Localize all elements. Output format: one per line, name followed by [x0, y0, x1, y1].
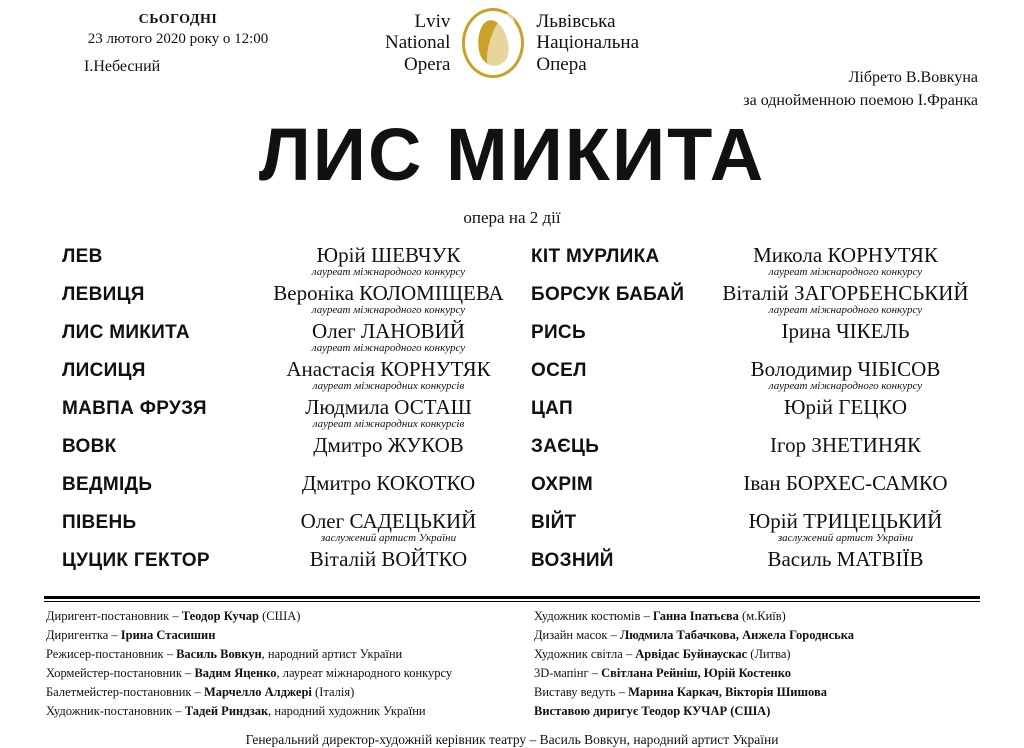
logo-text-english — [385, 11, 450, 75]
laurel-emblem-icon — [456, 6, 530, 80]
cast-performer — [262, 282, 521, 316]
performer-name: Василь МАТВІЇВ — [767, 547, 924, 571]
credit-extra: (США) — [258, 609, 301, 623]
cast-row — [531, 510, 980, 548]
credit-role: Режисер-постановник – — [46, 647, 177, 661]
today-label: СЬОГОДНІ — [138, 12, 218, 27]
cast-row — [62, 358, 521, 396]
performer-title: заслужений артист України — [777, 532, 914, 545]
credit-role: Художник костюмів – — [534, 609, 653, 623]
performer-name: Людмила ОСТАШ — [305, 395, 472, 419]
performer-name: Дмитро ЖУКОВ — [313, 433, 464, 457]
cast-performer — [717, 396, 980, 418]
header-right-block — [743, 66, 978, 112]
source-poem: за однойменною поемою І.Франка — [743, 92, 978, 110]
cast-row — [62, 472, 521, 510]
performer-name: Володимир ЧІБІСОВ — [750, 357, 941, 381]
cast-row — [531, 358, 980, 396]
performer-name: Анастасія КОРНУТЯК — [286, 357, 491, 381]
performer-title: лауреат міжнародних конкурсів — [312, 380, 465, 393]
performer-name: Іван БОРХЕС-САМКО — [743, 471, 948, 495]
credit-line — [46, 667, 512, 686]
logo-ua-line2: Національна — [536, 32, 640, 54]
credit-line — [534, 629, 978, 648]
cast-row — [62, 510, 521, 548]
credit-person: Марина Каркач, Вікторія Шишова — [628, 685, 827, 699]
composer-name: І.Небесний — [84, 58, 161, 75]
performer-name: Віталій ВОЙТКО — [309, 547, 468, 571]
header — [0, 0, 1024, 112]
credit-line — [534, 686, 978, 705]
cast-row — [62, 396, 521, 434]
credits-column-left — [46, 610, 512, 724]
credit-line — [46, 648, 512, 667]
cast-row — [531, 434, 980, 472]
performer-title: лауреат міжнародних конкурсів — [312, 418, 465, 431]
credit-role: Виставу ведуть – — [534, 685, 629, 699]
credit-person: Василь Вовкун — [176, 647, 262, 661]
cast-row — [531, 282, 980, 320]
cast-role: ЗАЄЦЬ — [531, 436, 600, 457]
credit-extra: (Литва) — [747, 647, 791, 661]
divider-thick — [44, 596, 980, 599]
credit-person: Людмила Табачкова, Анжела Городиська — [619, 628, 855, 642]
cast-performer — [717, 282, 980, 316]
cast-row — [62, 282, 521, 320]
credit-person: Вадим Яценко — [194, 666, 277, 680]
performer-title: лауреат міжнародного конкурсу — [768, 380, 923, 393]
cast-performer — [262, 510, 521, 544]
credit-person: Тадей Риндзак — [184, 704, 269, 718]
cast-role: ЛИС МИКИТА — [62, 322, 190, 343]
cast-list — [0, 244, 1024, 586]
credit-person: Ірина Стасишин — [120, 628, 216, 642]
cast-role: МАВПА ФРУЗЯ — [62, 398, 207, 419]
cast-row — [531, 472, 980, 510]
cast-performer — [262, 244, 521, 278]
cast-column-right — [521, 244, 980, 586]
credit-line — [46, 705, 512, 724]
cast-performer — [717, 548, 980, 570]
performer-name: Вероніка КОЛОМІЩЕВА — [273, 281, 504, 305]
cast-performer — [262, 548, 521, 570]
credit-role: Художник-постановник – — [46, 704, 185, 718]
page-title: ЛИС МИКИТА — [258, 113, 766, 196]
credit-role: Хормейстер-постановник – — [46, 666, 195, 680]
cast-row — [531, 320, 980, 358]
header-left-block — [48, 12, 308, 76]
performer-name: Дмитро КОКОТКО — [301, 471, 476, 495]
footer-note: Генеральний директор-художній керівник театру – Василь Вовкун, народний артист України — [245, 732, 779, 747]
cast-role: ЛЕВИЦЯ — [62, 284, 145, 305]
performer-name: Олег САДЕЦЬКИЙ — [300, 509, 477, 533]
cast-performer — [262, 434, 521, 456]
performer-title: лауреат міжнародного конкурсу — [311, 304, 466, 317]
performance-date: 23 лютого 2020 року о 12:00 — [87, 31, 269, 47]
cast-role: РИСЬ — [531, 322, 586, 343]
cast-performer — [717, 510, 980, 544]
subtitle: опера на 2 дії — [463, 208, 561, 227]
cast-role: ВОЗНИЙ — [531, 550, 614, 571]
cast-role: ОХРІМ — [531, 474, 594, 495]
cast-row — [531, 244, 980, 282]
cast-column-left — [62, 244, 521, 586]
credit-line — [534, 667, 978, 686]
performer-name: Ігор ЗНЕТИНЯК — [769, 433, 922, 457]
cast-role: ЦАП — [531, 398, 573, 419]
credit-extra: , народний художник України — [268, 704, 426, 718]
credit-extra: , народний артист України — [261, 647, 403, 661]
credit-extra: , лауреат міжнародного конкурсу — [276, 666, 453, 680]
cast-row — [531, 548, 980, 586]
cast-row — [62, 548, 521, 586]
cast-performer — [717, 244, 980, 278]
credit-role: Дизайн масок – — [534, 628, 620, 642]
cast-role: ВОВК — [62, 436, 117, 457]
credit-line: Виставою диригує Теодор КУЧАР (США) — [534, 704, 771, 718]
divider-thin — [44, 601, 980, 602]
credit-line — [46, 629, 512, 648]
cast-performer — [262, 320, 521, 354]
credit-person: Теодор Кучар — [181, 609, 259, 623]
credit-line — [46, 610, 512, 629]
credit-role: Диригент-постановник – — [46, 609, 182, 623]
credit-person: Арвідас Буйнаускас — [635, 647, 748, 661]
logo-text-ukrainian — [536, 11, 639, 75]
cast-performer — [717, 320, 980, 342]
performer-name: Юрій ТРИЦЕЦЬКИЙ — [748, 509, 943, 533]
logo-en-line1: Lviv — [414, 11, 451, 33]
credit-role: Балетмейстер-постановник – — [46, 685, 204, 699]
credits-block — [0, 610, 1024, 724]
credit-extra: (Італія) — [311, 685, 355, 699]
cast-row — [62, 434, 521, 472]
performer-name: Ірина ЧІКЕЛЬ — [781, 319, 910, 343]
credit-person: Світлана Рейніш, Юрій Костенко — [601, 666, 792, 680]
cast-performer — [262, 358, 521, 392]
cast-role: КІТ МУРЛИКА — [531, 246, 660, 267]
credit-role: Диригентка – — [46, 628, 121, 642]
logo-ua-line3: Опера — [536, 53, 587, 75]
performer-name: Олег ЛАНОВИЙ — [312, 319, 465, 343]
credits-column-right — [512, 610, 978, 724]
cast-role: БОРСУК БАБАЙ — [531, 284, 685, 305]
cast-role: ЛЕВ — [62, 246, 103, 267]
cast-row — [531, 396, 980, 434]
credit-person: Марчелло Алджері — [203, 685, 312, 699]
cast-row — [62, 320, 521, 358]
credit-extra: (м.Київ) — [738, 609, 786, 623]
cast-performer — [262, 396, 521, 430]
performer-title: лауреат міжнародного конкурсу — [768, 304, 923, 317]
cast-row — [62, 244, 521, 282]
performer-name: Віталій ЗАГОРБЕНСЬКИЙ — [722, 281, 969, 305]
performer-title: лауреат міжнародного конкурсу — [311, 266, 466, 279]
cast-role: ВІЙТ — [531, 512, 577, 533]
cast-role: ЛИСИЦЯ — [62, 360, 146, 381]
theatre-logo — [385, 6, 639, 80]
cast-performer — [262, 472, 521, 494]
logo-ua-line1: Львівська — [536, 11, 616, 33]
librettist: Лібрето В.Вовкуна — [848, 69, 978, 86]
credit-line — [46, 686, 512, 705]
logo-en-line2: National — [384, 32, 451, 54]
cast-role: ПІВЕНЬ — [62, 512, 137, 533]
logo-en-line3: Opera — [403, 53, 451, 75]
performer-title: лауреат міжнародного конкурсу — [311, 342, 466, 355]
cast-performer — [717, 472, 980, 494]
cast-performer — [717, 434, 980, 456]
cast-role: ЦУЦИК ГЕКТОР — [62, 550, 210, 571]
performer-name: Юрій ШЕВЧУК — [316, 243, 461, 267]
credit-role: 3D-мапінг – — [534, 666, 602, 680]
performer-title: лауреат міжнародного конкурсу — [768, 266, 923, 279]
performer-title: заслужений артист України — [320, 532, 457, 545]
cast-role: ВЕДМІДЬ — [62, 474, 153, 495]
performer-name: Микола КОРНУТЯК — [753, 243, 938, 267]
cast-role: ОСЕЛ — [531, 360, 587, 381]
credit-line — [534, 610, 978, 629]
credit-role: Художник світла – — [534, 647, 636, 661]
credit-person: Ганна Іпатьєва — [652, 609, 739, 623]
credit-line — [534, 648, 978, 667]
cast-performer — [717, 358, 980, 392]
performer-name: Юрій ГЕЦКО — [783, 395, 908, 419]
